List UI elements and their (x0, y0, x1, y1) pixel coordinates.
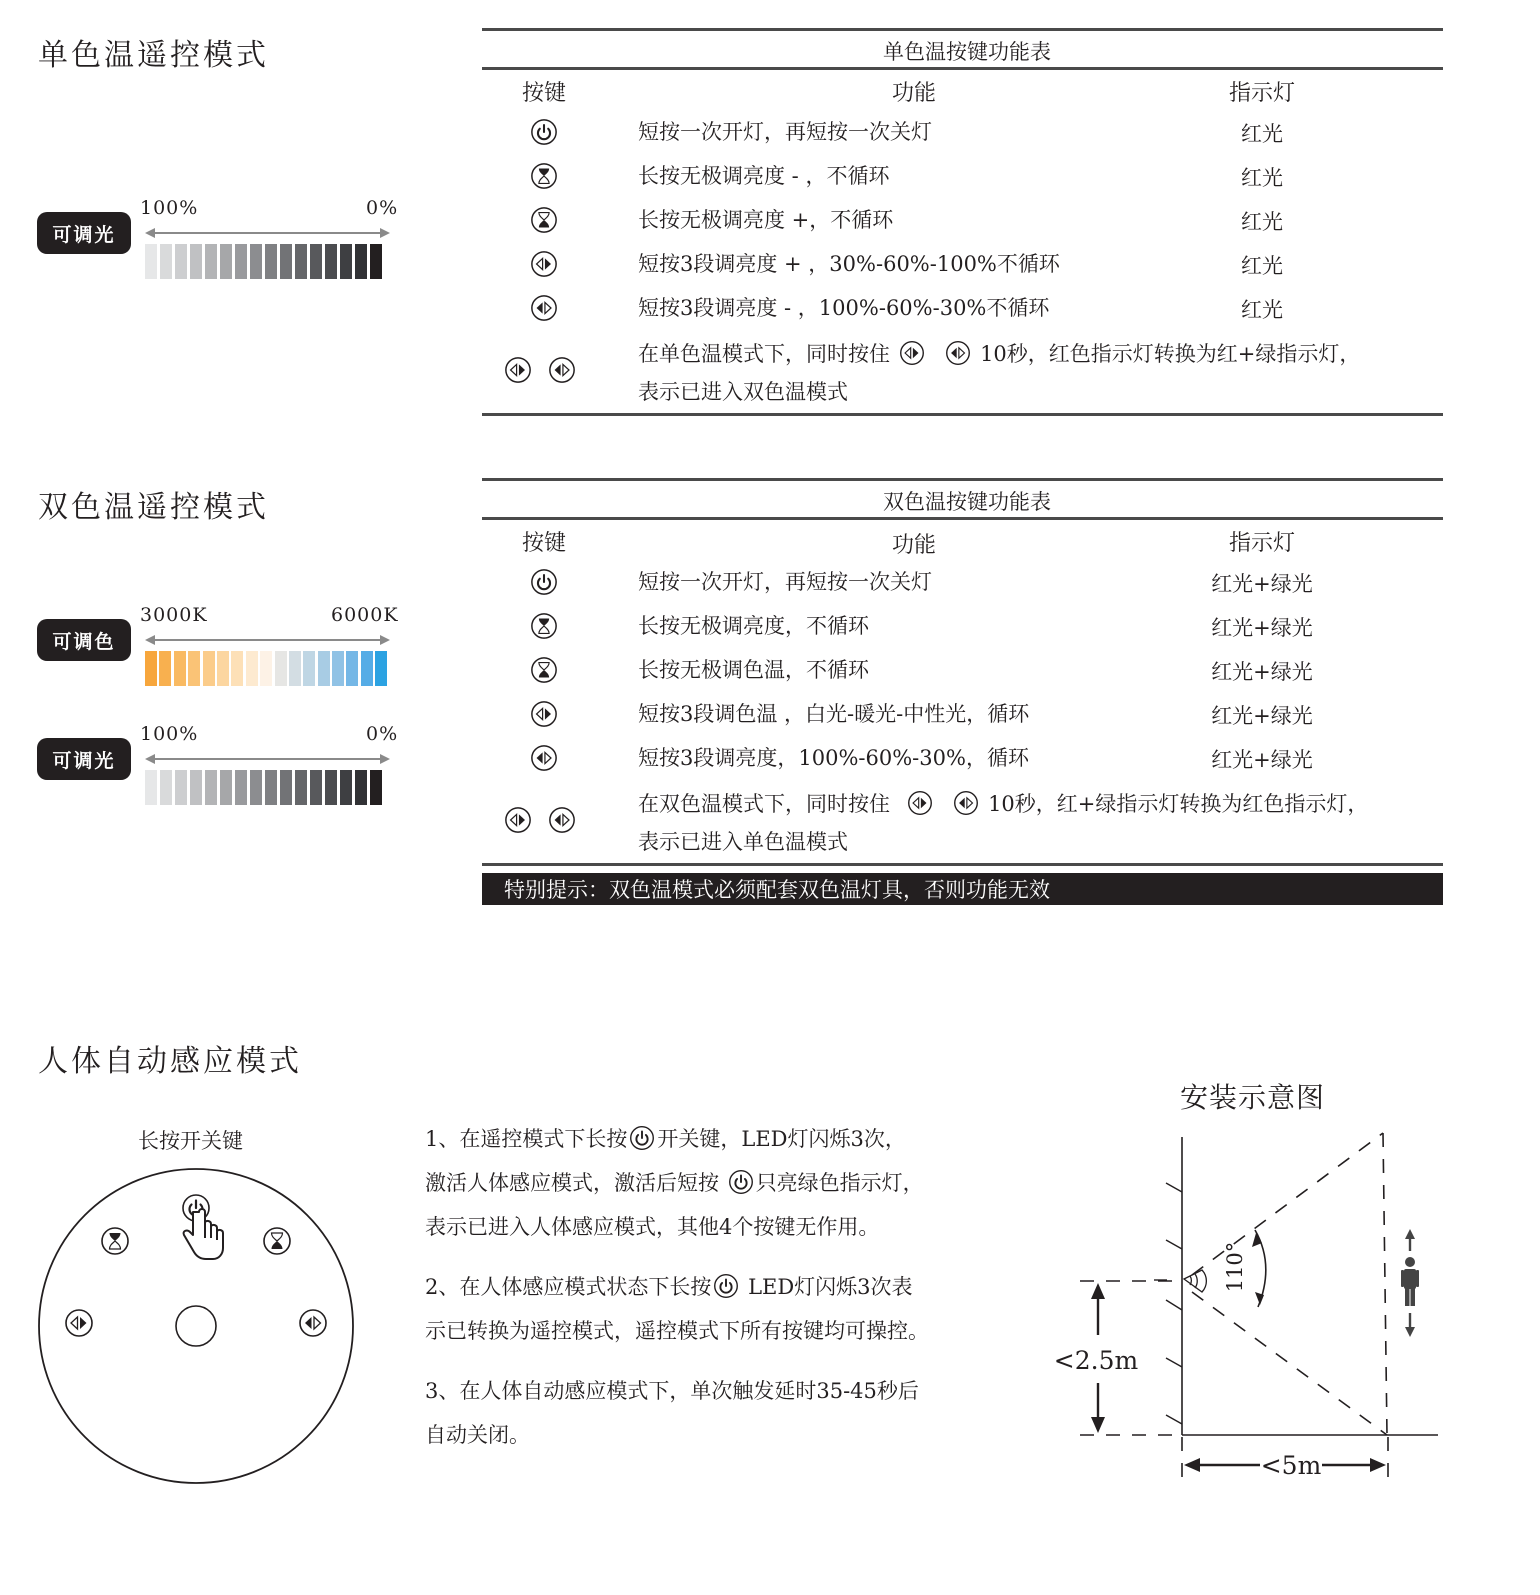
angle-label: 110° (1223, 1241, 1247, 1293)
color-swatch (361, 651, 373, 686)
remote-caption: 长按开关键 (138, 1129, 243, 1153)
color-swatch (318, 651, 330, 686)
indicator-cell: 红光 (1241, 254, 1283, 278)
color-swatch (310, 770, 322, 805)
right-triangle-icon (899, 340, 925, 366)
indicator-cell: 红光+绿光 (1211, 616, 1313, 640)
left-triangle-icon (953, 790, 979, 816)
dual-mode-title: 双色温遥控模式 (38, 490, 269, 525)
hourglass-top-icon (530, 162, 558, 190)
indicator-cell: 红光+绿光 (1211, 572, 1313, 596)
sensor-mode-title: 人体自动感应模式 (38, 1044, 302, 1079)
left-triangle-icon (300, 1310, 326, 1336)
color-swatch (220, 770, 232, 805)
color-swatch (280, 244, 292, 279)
color-swatch (145, 651, 157, 686)
brightness-swatches (145, 770, 382, 805)
color-swatch (175, 770, 187, 805)
combo-function-line1 (638, 788, 1368, 818)
hourglass-top-icon (102, 1228, 128, 1254)
function-cell: 短按3段调亮度 + ，30%-60%-100%不循环 (638, 252, 1060, 276)
installation-diagram (1050, 1125, 1450, 1495)
color-swatch (145, 244, 157, 279)
power-icon (728, 1169, 754, 1195)
color-swatch (188, 651, 200, 686)
left-triangle-icon (945, 340, 971, 366)
color-swatch (265, 770, 277, 805)
sensor-waves-icon (1184, 1270, 1206, 1292)
indicator-cell: 红光+绿光 (1211, 704, 1313, 728)
single-mode-title: 单色温遥控模式 (38, 38, 269, 73)
sensor-instructions (425, 1117, 1025, 1457)
column-header-indicator: 指示灯 (1228, 81, 1295, 106)
step-1-line3: 表示已进入人体感应模式，其他4个按键无作用。 (425, 1215, 880, 1239)
combo-text-b: 10秒，红+绿指示灯转换为红色指示灯， (988, 792, 1369, 816)
color-swatch (174, 651, 186, 686)
scale-left-label: 3000K (140, 604, 208, 626)
color-swatch (250, 770, 262, 805)
step-2-line1: 2、在人体感应模式状态下长按 LED灯闪烁3次表 (425, 1275, 913, 1299)
range-arrow (145, 754, 390, 764)
color-swatch (355, 244, 367, 279)
right-triangle-icon (66, 1310, 92, 1336)
color-swatch (235, 244, 247, 279)
height-label: <2.5m (1053, 1346, 1139, 1375)
power-icon (629, 1125, 655, 1151)
combo-function-line2: 表示已进入单色温模式 (638, 830, 848, 854)
color-swatch (231, 651, 243, 686)
scale-left-label: 100% (140, 723, 199, 745)
tunable-color-badge: 可调色 (37, 619, 131, 661)
table-header-rule (482, 67, 1443, 70)
table-top-rule (482, 28, 1443, 31)
hourglass-top-icon (530, 612, 558, 640)
color-swatch (370, 770, 382, 805)
color-swatch (160, 770, 172, 805)
color-swatch (217, 651, 229, 686)
color-swatch (310, 244, 322, 279)
color-swatch (325, 244, 337, 279)
function-cell: 短按一次开灯，再短按一次关灯 (638, 120, 932, 144)
color-swatch (246, 651, 258, 686)
color-swatch (235, 770, 247, 805)
left-triangle-icon (530, 294, 558, 322)
step-1-line2: 激活人体感应模式，激活后短按 只亮绿色指示灯， (425, 1171, 924, 1195)
center-sensor-circle (176, 1306, 216, 1346)
color-swatch (340, 770, 352, 805)
function-cell: 短按3段调色温 ，白光-暖光-中性光，循环 (638, 702, 1030, 726)
step-3-line1: 3、在人体自动感应模式下，单次触发延时35-45秒后 (425, 1379, 919, 1403)
range-arrow (145, 228, 390, 238)
brightness-swatches (145, 244, 382, 279)
color-swatch (160, 244, 172, 279)
combo-text-a: 在单色温模式下，同时按住 (638, 342, 890, 366)
installation-diagram-title: 安装示意图 (1180, 1081, 1326, 1114)
function-cell: 长按无极调亮度，不循环 (638, 614, 869, 638)
power-icon (530, 118, 558, 146)
color-temp-swatches (145, 651, 387, 686)
step-2-line2: 示已转换为遥控模式，遥控模式下所有按键均可操控。 (425, 1319, 929, 1343)
indicator-cell: 红光 (1241, 298, 1283, 322)
dimmable-badge: 可调光 (37, 738, 131, 780)
table-bottom-rule (482, 863, 1443, 866)
function-cell: 短按一次开灯，再短按一次关灯 (638, 570, 932, 594)
right-triangle-icon (504, 806, 532, 834)
indicator-cell: 红光+绿光 (1211, 748, 1313, 772)
table-title: 双色温按键功能表 (883, 490, 1051, 514)
color-swatch (325, 770, 337, 805)
function-cell: 短按3段调亮度，100%-60%-30%，循环 (638, 746, 1029, 770)
color-swatch (145, 770, 157, 805)
left-triangle-icon (530, 744, 558, 772)
column-header-function: 功能 (891, 81, 936, 106)
color-swatch (159, 651, 171, 686)
special-notice: 特别提示：双色温模式必须配套双色温灯具，否则功能无效 (482, 873, 1443, 905)
table-bottom-rule (482, 413, 1443, 416)
person-icon (1401, 1229, 1419, 1337)
color-swatch (265, 244, 277, 279)
hourglass-bottom-icon (530, 206, 558, 234)
combo-text-b: 10秒，红色指示灯转换为红+绿指示灯， (980, 342, 1361, 366)
table-title: 单色温按键功能表 (883, 40, 1051, 64)
color-swatch (295, 244, 307, 279)
scale-left-label: 100% (140, 197, 199, 219)
table-header-rule (482, 517, 1443, 520)
color-swatch (275, 651, 287, 686)
column-header-key: 按键 (521, 81, 566, 106)
color-swatch (190, 244, 202, 279)
function-cell: 长按无极调亮度 - ，不循环 (638, 164, 890, 188)
color-swatch (303, 651, 315, 686)
color-swatch (280, 770, 292, 805)
color-swatch (260, 651, 272, 686)
left-triangle-icon (548, 356, 576, 384)
indicator-cell: 红光 (1241, 122, 1283, 146)
indicator-cell: 红光 (1241, 210, 1283, 234)
color-swatch (250, 244, 262, 279)
right-triangle-icon (504, 356, 532, 384)
combo-text-a: 在双色温模式下，同时按住 (638, 792, 890, 816)
hourglass-bottom-icon (264, 1228, 290, 1254)
dual-function-table (482, 478, 1443, 908)
indicator-cell: 红光+绿光 (1211, 660, 1313, 684)
combo-function-line2: 表示已进入双色温模式 (638, 380, 848, 404)
color-swatch (375, 651, 387, 686)
power-icon (713, 1273, 739, 1299)
distance-label: <5m (1260, 1451, 1322, 1480)
column-header-key: 按键 (521, 531, 566, 556)
range-arrow (145, 635, 390, 645)
step-3-line2: 自动关闭。 (425, 1423, 530, 1447)
color-swatch (295, 770, 307, 805)
color-swatch (370, 244, 382, 279)
single-function-table (482, 28, 1443, 418)
color-swatch (220, 244, 232, 279)
function-cell: 长按无极调亮度 +，不循环 (638, 208, 894, 232)
color-swatch (203, 651, 215, 686)
right-triangle-icon (907, 790, 933, 816)
step-1-line1: 1、在遥控模式下长按 开关键，LED灯闪烁3次， (425, 1127, 906, 1151)
color-swatch (346, 651, 358, 686)
right-triangle-icon (530, 700, 558, 728)
scale-right-label: 6000K (331, 604, 399, 626)
indicator-cell: 红光 (1241, 166, 1283, 190)
color-swatch (205, 770, 217, 805)
scale-right-label: 0% (366, 197, 399, 219)
color-swatch (190, 770, 202, 805)
pointing-hand-icon (184, 1209, 223, 1259)
function-cell: 短按3段调亮度 - ，100%-60%-30%不循环 (638, 296, 1050, 320)
table-top-rule (482, 478, 1443, 481)
color-swatch (332, 651, 344, 686)
color-swatch (289, 651, 301, 686)
function-cell: 长按无极调色温，不循环 (638, 658, 869, 682)
left-triangle-icon (548, 806, 576, 834)
column-header-function: 功能 (891, 533, 936, 558)
power-icon (530, 568, 558, 596)
color-swatch (340, 244, 352, 279)
column-header-indicator: 指示灯 (1228, 531, 1295, 556)
remote-control-diagram (30, 1160, 370, 1490)
wall-hatch (1154, 1183, 1182, 1424)
combo-function-line1 (638, 338, 1360, 368)
right-triangle-icon (530, 250, 558, 278)
color-swatch (355, 770, 367, 805)
color-swatch (175, 244, 187, 279)
dimmable-badge: 可调光 (37, 212, 131, 254)
hourglass-bottom-icon (530, 656, 558, 684)
color-swatch (205, 244, 217, 279)
scale-right-label: 0% (366, 723, 399, 745)
detection-zone (1080, 1133, 1388, 1485)
